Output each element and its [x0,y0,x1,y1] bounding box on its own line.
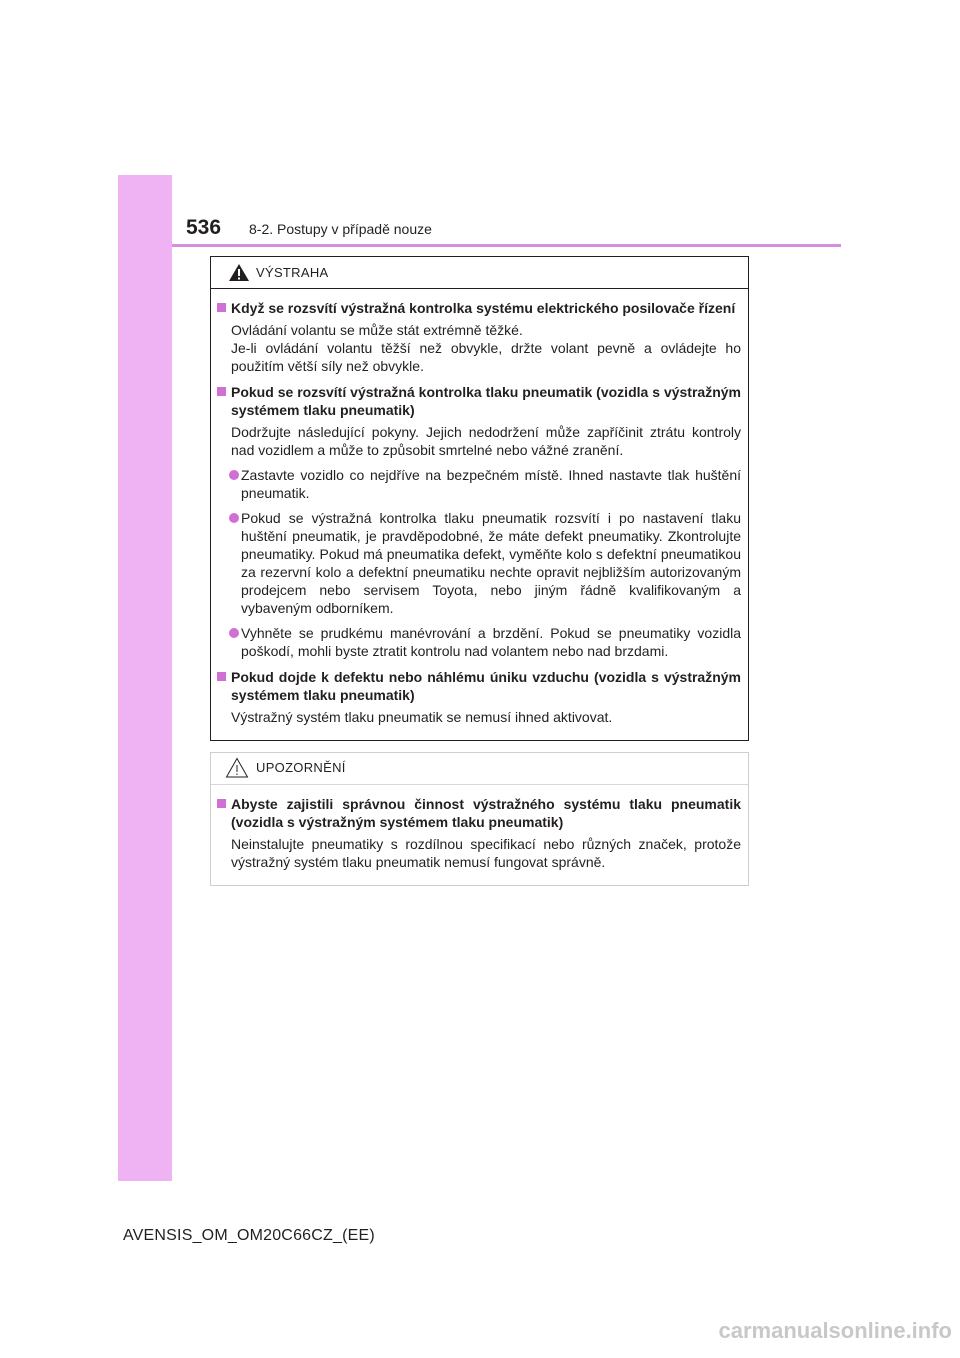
paragraph [217,423,741,459]
square-bullet-icon [217,672,226,681]
footer-doc-code: AVENSIS_OM_OM20C66CZ_(EE) [123,1227,375,1244]
paragraph [217,835,741,871]
page-number: 536 [186,216,222,239]
heading-text: Abyste zajistili správnou činnost výstražného systému tlaku pneumatik (vozidla s výstražným systémem tlaku pneumatik) [231,796,741,830]
heading-text: Když se rozsvítí výstražná kontrolka systému elektrického posilovače řízení [231,300,736,316]
bullet-item [217,466,741,502]
heading-text: Pokud se rozsvítí výstražná kontrolka tlaku pneumatik (vozidla s výstražným systémem tlaku pneumatik) [231,384,741,418]
bullet-item [217,624,741,660]
item-heading [217,795,741,831]
chapter-side-bar [118,175,172,1181]
bullet-text: Zastavte vozidlo co nejdříve na bezpečném místě. Ihned nastavte tlak huštění pneumatik. [241,467,741,501]
circle-bullet-icon [229,628,239,638]
circle-bullet-icon [229,470,239,480]
caution-box-title: UPOZORNĚNÍ [256,760,346,775]
paragraph-text: Neinstalujte pneumatiky s rozdílnou specifikací nebo různých značek, protože výstražný systém tlaku pneumatik nemusí fungovat správně. [231,836,741,870]
warning-triangle-icon [228,263,250,282]
paragraph [217,321,741,339]
warning-box-header [211,257,748,289]
paragraph [217,339,741,375]
watermark: carmanualsonline.info [718,1318,952,1343]
paragraph-text: Dodržujte následující pokyny. Jejich nedodržení může zapříčinit ztrátu kontroly nad vozidlem a může to způsobit smrtelné nebo vážné zranění. [231,424,741,458]
square-bullet-icon [217,303,226,312]
warning-box-title: VÝSTRAHA [256,265,329,280]
item-heading [217,299,741,317]
heading-text: Pokud dojde k defektu nebo náhlému úniku vzduchu (vozidla s výstražným systémem tlaku pneumatik) [231,669,741,703]
section-title: 8-2. Postupy v případě nouze [249,221,432,237]
caution-triangle-icon [225,757,249,778]
bullet-text: Pokud se výstražná kontrolka tlaku pneumatik rozsvítí i po nastavení tlaku huštění pneumatik, je pravděpodobné, že máte defekt pneumatiky. Zkontrolujte pneumatiky. Pokud má pneumatika defekt, vyměňte kolo s defektní pneumatikou za rezervní kolo a defektní pneumatiku nechte opravit nejbližším autorizovaným prodejcem nebo servisem Toyota, nebo jiným řádně kvalifikovaným a vybaveným odborníkem. [241,510,741,616]
paragraph-text: Je-li ovládání volantu těžší než obvykle, držte volant pevně a ovládejte ho použitím větší síly než obvykle. [231,340,741,374]
warning-box [210,256,749,741]
paragraph-text: Výstražný systém tlaku pneumatik se nemusí ihned aktivovat. [231,709,613,725]
bullet-item [217,509,741,617]
paragraph [217,708,741,726]
caution-box-body [211,785,748,871]
square-bullet-icon [217,799,226,808]
caution-box-header [211,753,748,785]
item-heading [217,668,741,704]
bullet-text: Vyhněte se prudkému manévrování a brzdění. Pokud se pneumatiky vozidla poškodí, mohli byste ztratit kontrolu nad volantem nebo nad brzdami. [241,625,741,659]
paragraph-text: Ovládání volantu se může stát extrémně těžké. [231,322,523,338]
warning-box-body [211,289,748,726]
caution-box [210,752,749,886]
item-heading [217,383,741,419]
header-rule [172,244,841,247]
circle-bullet-icon [229,513,239,523]
square-bullet-icon [217,387,226,396]
